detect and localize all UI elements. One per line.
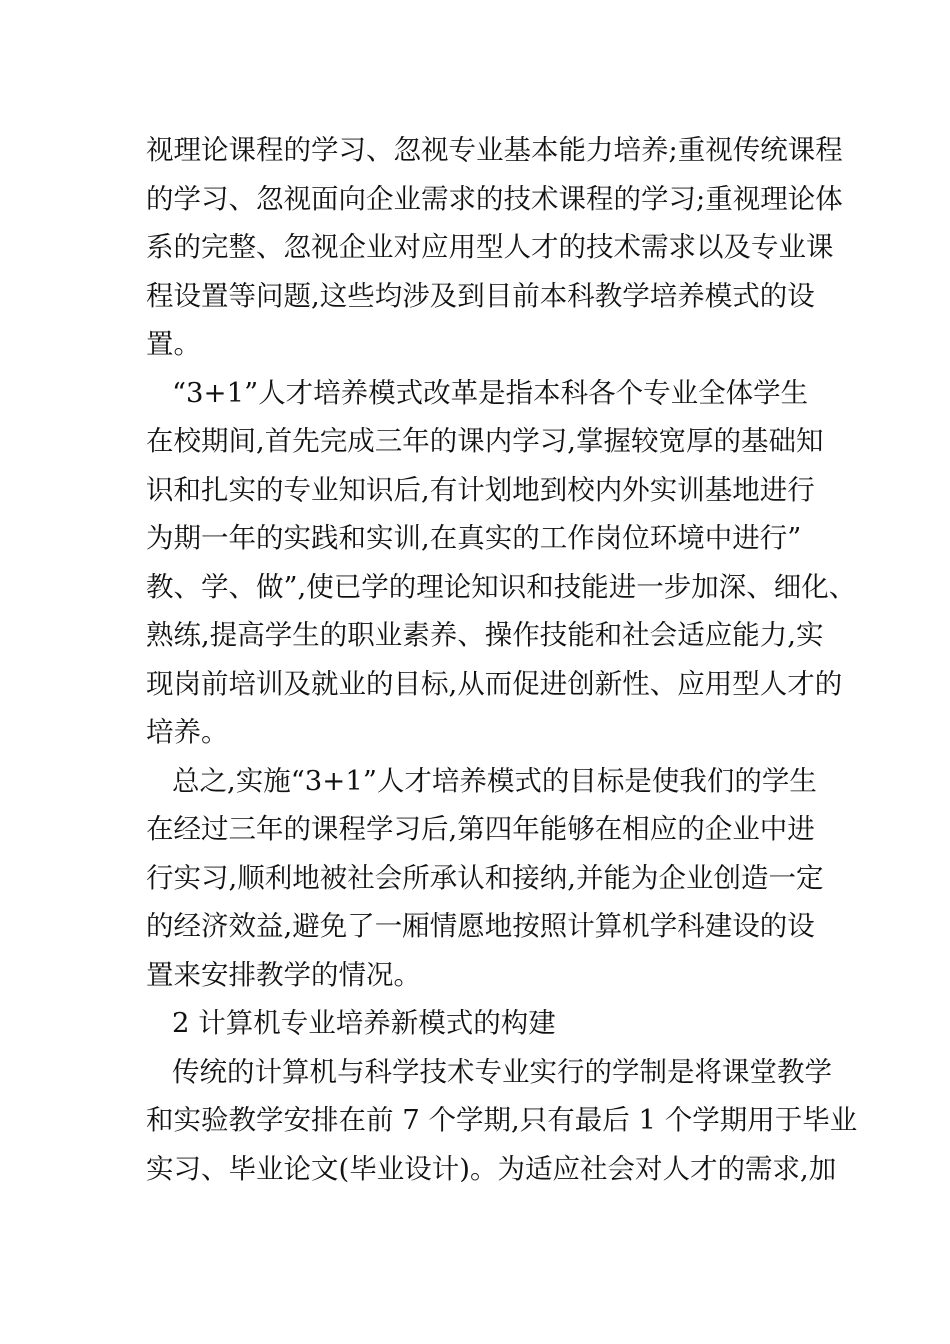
text-line: 教、学、做”,使已学的理论知识和技能进一步加深、细化、: [146, 570, 857, 603]
text-line: 视理论课程的学习、忽视专业基本能力培养;重视传统课程: [146, 134, 843, 166]
text-line: 的学习、忽视面向企业需求的技术课程的学习;重视理论体: [146, 182, 843, 215]
text-line: 实习、毕业论文(毕业设计)。为适应社会对人才的需求,加: [146, 1152, 837, 1185]
text-line: 置。: [146, 328, 201, 360]
paragraph: [146, 1048, 858, 1194]
text-line: 置来安排教学的情况。: [146, 958, 421, 991]
text-line: 培养。: [146, 716, 229, 748]
text-line: 传统的计算机与科学技术专业实行的学制是将课堂教学: [172, 1055, 832, 1088]
text-line: 在经过三年的课程学习后,第四年能够在相应的企业中进: [146, 813, 815, 845]
text-line: 的经济效益,避免了一厢情愿地按照计算机学科建设的设: [146, 910, 815, 942]
text-line: “3+1”人才培养模式改革是指本科各个专业全体学生: [172, 376, 809, 409]
text-line: 行实习,顺利地被社会所承认和接纳,并能为企业创造一定: [146, 861, 824, 894]
paragraph: [146, 757, 824, 1000]
text-line: 熟练,提高学生的职业素养、操作技能和社会适应能力,实: [146, 619, 824, 651]
text-line: 在校期间,首先完成三年的课内学习,掌握较宽厚的基础知: [146, 425, 824, 457]
paragraph: [146, 369, 857, 757]
text-line: 系的完整、忽视企业对应用型人才的技术需求以及专业课: [146, 231, 834, 263]
paragraph: [146, 126, 843, 369]
section-heading: [146, 999, 806, 1048]
text-line: 和实验教学安排在前 7 个学期,只有最后 1 个学期用于毕业: [146, 1104, 858, 1136]
text-line: 为期一年的实践和实训,在真实的工作岗位环境中进行”: [146, 522, 802, 554]
text-line: 识和扎实的专业知识后,有计划地到校内外实训基地进行: [146, 473, 815, 506]
document-body: [146, 126, 858, 1193]
text-line: 程设置等问题,这些均涉及到目前本科教学培养模式的设: [146, 279, 815, 312]
text-line: 现岗前培训及就业的目标,从而促进创新性、应用型人才的: [146, 667, 843, 700]
section-heading-text: 2 计算机专业培养新模式的构建: [172, 1007, 556, 1039]
text-line: 总之,实施“3+1”人才培养模式的目标是使我们的学生: [172, 764, 817, 797]
